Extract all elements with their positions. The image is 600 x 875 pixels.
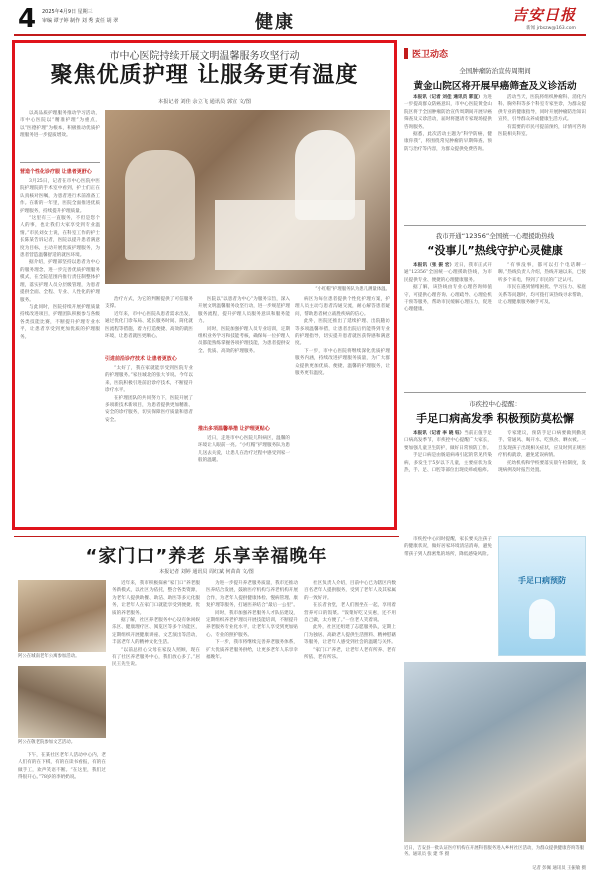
news3-kicker: 市疾控中心提醒： <box>469 400 521 408</box>
news-tag: 医卫动态 <box>412 50 449 60</box>
feature-caption-1: 阿公在城南老年公寓参加活动。 <box>18 654 80 659</box>
feature-col3-body: 为进一步提升养老服务质量，我市还推动医养结合发展，鼓励医疗机构与养老机构开展合作，为老年人提供健康体检、慢病管理、康复护理等服务，打通医养结合“最后一公里”。 同时，我市加强养老服务人才队伍建设，定期组织养老护理员开展技能培训，不断提升养老服务专业化水平，让老年人享受到更加贴心、专业的照护服务。 下一步，我市将继续完善养老服务体系，扩大优质养老服务供给，让更多老年人乐享幸福晚年。 <box>206 581 298 661</box>
prevention-poster <box>498 536 586 656</box>
feature-photo-1 <box>18 580 106 652</box>
feature-col2-body: 近年来，我市积极探索“家门口”养老服务新模式，以社区为依托，整合各类资源，为老年人提供助餐、助洁、助医等多元化服务，让老年人在家门口就能享受到便捷、优质的养老服务。 据了解，社区养老服务中心设有休闲娱乐区、健康理疗区、阅览区等多个功能区，定期组织开展健康讲座、文艺演出等活动，丰富老年人的精神文化生活。 “以前总担心父母在家没人照顾，现在有了社区养老服务中心，我们放心多了。”居民王先生说。 <box>112 581 200 668</box>
news1-byline: 本报讯（记者 刘佳 通讯员 郭宣） <box>413 95 483 100</box>
poster-label: 手足口病预防 <box>518 576 566 585</box>
photo-scene-nurse <box>295 130 355 220</box>
section-title: 健康 <box>255 12 295 33</box>
lead-byline: 本报记者 刘佳 余立飞 通讯员 郭宣 文/图 <box>158 99 251 105</box>
divider <box>404 392 586 393</box>
lead-photo <box>105 110 390 284</box>
lead-intro <box>20 110 100 160</box>
news1-title: 黄金山院区将开展早癌筛查及义诊活动 <box>413 81 577 92</box>
feature-byline: 本报记者 刘婷 通讯员 周红斌 何苗苗 文/图 <box>159 569 254 575</box>
news2-body: 本报讯（张 振 宏）近日，我市正式开通“12356”全国统一心理援助热线，为市民提供专业、便捷的心理健康服务。 据了解，该热线由专业心理咨询师值守，可提供心理咨询、心理疏导、心理危机干预等服务，帮助市民缓解心理压力，促进心理健康。 <box>404 263 492 313</box>
poster-figure <box>529 599 555 639</box>
news1-kicker: 全国肿瘤防治宣传周期间 <box>459 67 531 75</box>
lead-photo-caption: “小红帽”护理服务队为患儿测量体温。 <box>315 287 390 292</box>
news3-title: 手足口病高发季 积极预防莫松懈 <box>416 412 574 425</box>
lead-col3-body: 医院以“以患者为中心”为服务宗旨，深入开展文明温馨服务攻坚行动，进一步规范护理服务流程，提升护理人员服务意识和服务能力。 同时，医院加强护理人员专业培训，定期组织业务学习和技能考核，确保每一位护理人员都能熟练掌握各项护理技能，为患者提供安全、优质、高效的护理服务。 <box>198 297 290 354</box>
lead-subhead-1: 营造个性化诊疗服 让患者更舒心 <box>20 169 92 175</box>
news2-byline: 本报讯（张 振 宏） <box>413 263 455 268</box>
bottom-right-photo <box>404 662 586 842</box>
lead-col4-body: 病区为每位患者提供个性化护理方案，护理人员主动与患者沟通交流，耐心解答患者疑问，帮助患者树立战胜疾病的信心。 此外，医院还推出了延续护理、出院随访等多项温馨举措，让患者出院后仍能得到专业的护理指导，切实提升患者就医获得感和满意度。 下一步，市中心医院将继续深化优质护理服务内涵，持续改进护理服务质量，为广大群众提供更加优质、便捷、温馨的护理服务，让服务更有温度。 <box>295 297 390 377</box>
feature-photo-2 <box>18 666 106 738</box>
masthead-logo: 吉安日报 <box>511 6 576 24</box>
news3-body-b: 专家建议，预防手足口病要做到勤洗手、常通风、喝开水、吃熟食、晒衣被。一旦发现孩子出现相关症状，应及时到正规医疗机构就诊，避免延误病情。 托幼机构和学校要落实晨午检制度，发现病例及时报告处置。 <box>498 431 586 474</box>
lead-col3-body-b: 近日，走进市中心医院儿科病区，温馨的环境让人眼前一亮。“小红帽”护理服务队为患儿送去关爱，让患儿在治疗过程中感受到家一般的温暖。 <box>198 436 290 464</box>
lead-col1-body: 3月25日，记者在市中心医院中医院护理院的手术室中看到，护士们正在认真核对医嘱，为患者进行术前准备工作。在新的一年里，医院全面推进优质护理服务，持续提升护理质量。 “这里有三一直服务，不但是您个人的事，也让我们大家享受到专业温情。”市民刘女士说，在科室工作的护士长陈某告诉记者，医院以提升患者满意度为目标，主动开展优质护理服务，为患者营造温馨舒适的就医环境。 据介绍，护理部坚持以患者为中心的服务理念，进一步完善优质护理服务模式，在全院范围内推行责任制整体护理，落实护理人员分层级管理，为患者提供全面、全程、专业、人性化的护理服务。 与此同时，医院持续开展护理质量持续改进项目，护理团队积极参与各级各类技能比赛，不断提升护理专业水平，让患者享受到更加优质的护理服务。 <box>20 179 100 340</box>
feature-caption-2: 阿公在敬老院参加文艺活动。 <box>18 740 76 745</box>
feature-col4-body: 社区负责人介绍，目前中心已为辖区内数百名老年人提供服务，受到了老年人及其家属的一致好评。 在长者食堂，老人们围坐在一起，享用着营养可口的饭菜。“饭菜好吃又实惠，还不用自己做，太方便了。”一位老人笑着说。 此外，社区还组建了志愿服务队，定期上门为独居、高龄老人提供生活照料、精神慰藉等服务，让老年人感受到社会的温暖与关怀。 “家门口”养老，让老年人老有所养、老有所依、老有所乐。 <box>304 581 396 661</box>
date-line: 2025年4月9日 星期三 <box>42 9 93 15</box>
right-bottom-body: 市疾控中心同时提醒，家长要关注孩子的健康状况，做好居家环境清洁消毒，避免带孩子到人群密集的场所，降低感染风险。 <box>404 537 492 557</box>
news2-body-b: “有事没事，都可以打个电话聊一聊。”热线负责人介绍，热线开通以来，已接听多个来电，得到了市民的广泛认可。 市民在遇到情绪困扰、学习压力、家庭关系等问题时，均可拨打该热线寻求帮助，让心理健康服务触手可及。 <box>498 263 586 306</box>
editor-line: 审编 谭子婷 制作 刘 秀 责任 胡 翠 <box>42 18 119 24</box>
bottom-right-caption: 近日，吉安县一批认证医疗机构在开展科普服务进入乡村社区活动，为群众提供健康咨询等服务。通讯员 张 建 华 摄 <box>404 846 585 857</box>
feature-rule <box>14 536 399 537</box>
lead-subhead-3: 推出多项温馨举措 让护理更贴心 <box>198 426 270 432</box>
news3-body: 本报讯（记者 李 晓 钰）当前正值手足口病高发季节，市疾控中心提醒广大家长，要加强儿童卫生防护，做好日常预防工作。 手足口病是由肠道病毒引起的常见传染病，多发生于5岁以下儿童，主要症状为发热，手、足、口腔等部位出现皮疹或疱疹。 <box>404 431 492 474</box>
news2-title: “没事儿”热线守护心灵健康 <box>427 244 563 257</box>
lead-col2-body-b: “太好了，我在家就能享受到医院专业的护理服务。”家住城北的张大爷说。今年以来，医院积极引进前沿诊疗技术，不断提升诊疗水平。 在护理团队的共同努力下，医院开展了多项新技术新项目，为患者提供更加精准、安全的诊疗服务，切实保障医疗质量和患者安全。 <box>105 366 193 423</box>
news3-byline: 本报讯（记者 李 晓 钰） <box>413 431 465 436</box>
lead-headline: 聚焦优质护理 让服务更有温度 <box>50 63 359 88</box>
news2-kicker: 我市开通“12356”全国统一心理援助热线 <box>435 232 555 240</box>
header-rule <box>14 34 586 36</box>
divider <box>20 162 100 163</box>
news-tag-bar <box>404 48 408 59</box>
lead-col2-body: 治疗方式，为它的判断提供了可信服务支撑。 近年来，市中心医院从患者需求出发，通过优化门诊布局、延长服务时间、简化就医流程等措施，着力打造便捷、高效的就医环境，让患者就医更顺心。 <box>105 297 193 340</box>
lead-kicker: 市中心医院持续开展文明温馨服务攻坚行动 <box>109 51 300 62</box>
feature-col1-body: 下午，在某社区老年人活动中心内，老人们有的在下棋，有的在读书看报，有的在做手工，欢声笑语不断。“在这里，我们过得很开心。”78岁的李奶奶说。 <box>18 753 106 781</box>
photo-scene-left <box>125 150 195 260</box>
section-web: 新闻 jrbszw@163.com <box>526 26 576 31</box>
feature-headline: “家门口”养老 乐享幸福晚年 <box>85 546 328 567</box>
news1-body: 本报讯（记者 刘佳 通讯员 郭宣）为进一步提高群众防癌意识，市中心医院黄金山院区将于全国肿瘤防治宣传周期间开展早癌筛查及义诊活动，届时将邀请专家现场提供咨询服务。 据悉，此次活动主题为“科学防癌，健康你我”，将围绕常见肿瘤的早期筛查、预防与治疗等内容，为群众提供免费咨询。 <box>404 95 492 152</box>
lead-intro-text: 以高品质护理服务推动学习活动，市中心医院以“精准护理”为重点，以“医德护理”为根本，积极推动优质护理服务进一步提质增效。 <box>20 111 100 139</box>
page-number: 4 <box>18 4 37 34</box>
divider <box>404 225 586 226</box>
lead-subhead-2: 引进前沿诊疗技术 让患者更放心 <box>105 356 177 362</box>
bottom-right-credit: 记者 彭佩 通讯员 王振敏 摄 <box>532 866 586 871</box>
news1-body-b: 活动当天，医院将组织肿瘤科、消化内科、胸外科等多个科室专家坐诊，为群众提供专业的健康指导，同时开展肿瘤防治知识宣传，引导群众养成健康生活方式。 有需要的市民可提前预约，详情可咨询医院相关科室。 <box>498 95 586 138</box>
